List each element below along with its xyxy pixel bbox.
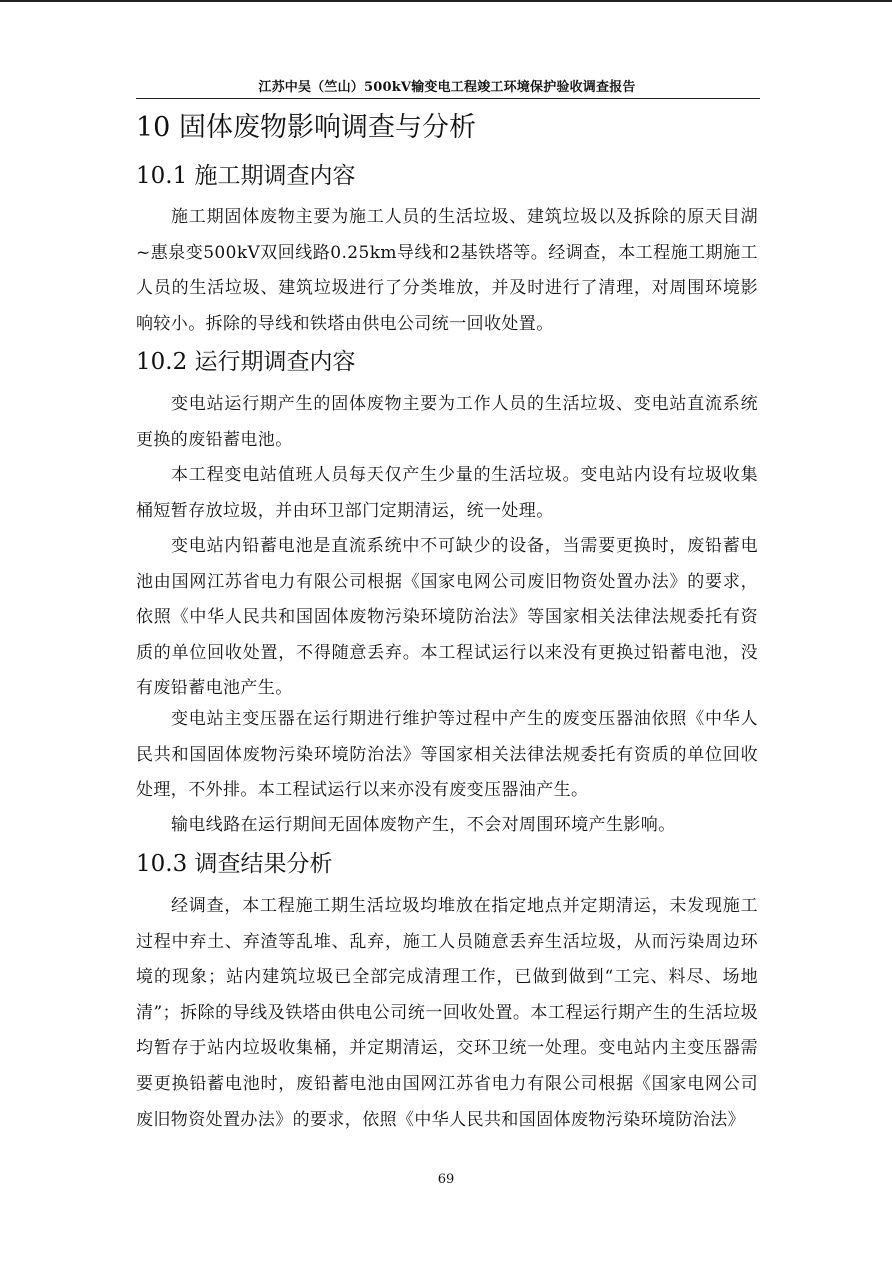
section-title-10-3: 10.3 调查结果分析 bbox=[136, 851, 333, 877]
paragraph: 经调查，本工程施工期生活垃圾均堆放在指定地点并定期清运，未发现施工过程中弃土、弃渣等乱堆、乱弃，施工人员随意丢弃生活垃圾，从而污染周边环境的现象；站内建筑垃圾已全部完成清理工作，已做到做到“工完、料尽、场地清”；拆除的导线及铁塔由供电公司统一回收处置。本工程运行期产生的生活垃圾均暂存于站内垃圾收集桶，并定期清运，交环卫统一处理。变电站内主变压器需要更换铅蓄电池时，废铅蓄电池由国网江苏省电力有限公司根据《国家电网公司废旧物资处置办法》的要求，依照《中华人民共和国固体废物污染环境防治法》 bbox=[136, 896, 758, 1130]
paragraph: 变电站内铅蓄电池是直流系统中不可缺少的设备，当需要更换时，废铅蓄电池由国网江苏省电力有限公司根据《国家电网公司废旧物资处置办法》的要求，依照《中华人民共和国固体废物污染环境防治法》等国家相关法律法规委托有资质的单位回收处置，不得随意丢弃。本工程试运行以来没有更换过铅蓄电池，没有废铅蓄电池产生。 bbox=[136, 536, 758, 699]
page-number: 69 bbox=[437, 1172, 455, 1187]
page-top-border bbox=[0, 0, 892, 2]
paragraph: 变电站运行期产生的固体废物主要为工作人员的生活垃圾、变电站直流系统更换的废铅蓄电池。 bbox=[136, 394, 758, 450]
paragraph: 本工程变电站值班人员每天仅产生少量的生活垃圾。变电站内设有垃圾收集桶短暂存放垃圾，并由环卫部门定期清运，统一处理。 bbox=[136, 465, 758, 521]
section-title-10-2: 10.2 运行期调查内容 bbox=[136, 349, 356, 375]
chapter-title: 10 固体废物影响调查与分析 bbox=[136, 112, 476, 143]
header-rule bbox=[136, 98, 760, 99]
running-header: 江苏中吴（竺山）500kV输变电工程竣工环境保护验收调查报告 bbox=[258, 80, 636, 95]
paragraph: 施工期固体废物主要为施工人员的生活垃圾、建筑垃圾以及拆除的原天目湖~惠泉变500kV双回线路0.25km导线和2基铁塔等。经调查，本工程施工期施工人员的生活垃圾、建筑垃圾进行了分类堆放，并及时进行了清理，对周围环境影响较小。拆除的导线和铁塔由供电公司统一回收处置。 bbox=[136, 207, 758, 334]
paragraph: 输电线路在运行期间无固体废物产生，不会对周围环境产生影响。 bbox=[171, 815, 676, 835]
section-title-10-1: 10.1 施工期调查内容 bbox=[136, 163, 356, 189]
paragraph: 变电站主变压器在运行期进行维护等过程中产生的废变压器油依照《中华人民共和国固体废物污染环境防治法》等国家相关法律法规委托有资质的单位回收处理，不外排。本工程试运行以来亦没有废变压器油产生。 bbox=[136, 709, 758, 801]
